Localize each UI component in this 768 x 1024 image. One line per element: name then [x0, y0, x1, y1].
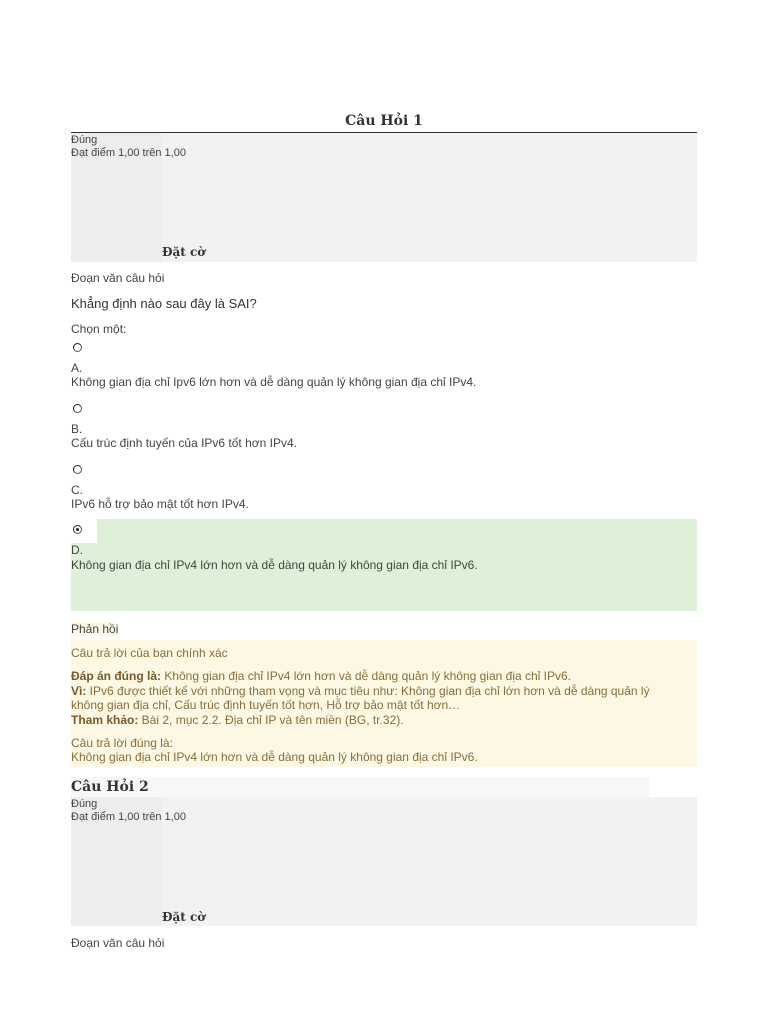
option-d-radio[interactable] — [73, 525, 82, 534]
question-2-info — [71, 797, 697, 926]
flag-question-link[interactable]: Đặt cờ — [162, 245, 206, 259]
question-grade: Đạt điểm 1,00 trên 1,00 — [71, 147, 186, 159]
question-text: Khẳng định nào sau đây là SAI? — [71, 296, 257, 311]
correct-answer-label: Câu trả lời đúng là: — [71, 736, 173, 750]
feedback-answer: Đáp án đúng là: Không gian địa chỉ IPv4 lớn hơn và dễ dàng quản lý không gian địa chỉ IPv6. — [71, 669, 572, 683]
feedback-heading: Phản hồi — [71, 622, 119, 636]
question-1-info — [71, 133, 697, 262]
option-a-radio[interactable] — [73, 343, 82, 352]
option-a-text[interactable]: Không gian địa chỉ Ipv6 lớn hơn và dễ dàng quản lý không gian địa chỉ IPv4. — [71, 375, 477, 389]
feedback-reason-cont: không gian địa chỉ, Cấu trúc định tuyến tốt hơn, Hỗ trợ bảo mật tốt hơn… — [71, 698, 461, 712]
question-grade: Đạt điểm 1,00 trên 1,00 — [71, 811, 186, 823]
choose-one-prompt: Chọn một: — [71, 322, 127, 336]
question-state: Đúng — [71, 134, 98, 146]
question-2-title: Câu Hỏi 2 — [71, 779, 149, 795]
question-state: Đúng — [71, 798, 98, 810]
option-a-letter: A. — [71, 361, 83, 375]
correct-answer-text: Không gian địa chỉ IPv4 lớn hơn và dễ dàng quản lý không gian địa chỉ IPv6. — [71, 750, 478, 764]
option-c-radio[interactable] — [73, 465, 82, 474]
feedback-reason: Vì: IPv6 được thiết kế với những tham vọng và mục tiêu như: Không gian địa chỉ lớn hơn và dễ dàng quản lý — [71, 684, 650, 698]
flag-question-link[interactable]: Đặt cờ — [162, 910, 206, 924]
question-text-label: Đoạn văn câu hỏi — [71, 936, 165, 950]
feedback-reference: Tham khảo: Bài 2, mục 2.2. Địa chỉ IP và tên miền (BG, tr.32). — [71, 713, 404, 727]
question-text-label: Đoạn văn câu hỏi — [71, 271, 165, 285]
question-2-header — [71, 777, 649, 797]
option-b-letter: B. — [71, 422, 83, 436]
option-b-text[interactable]: Cấu trúc định tuyến của IPv6 tốt hơn IPv4. — [71, 436, 297, 450]
question-1-title: Câu Hỏi 1 — [345, 113, 423, 129]
option-c-text[interactable]: IPv6 hỗ trợ bảo mật tốt hơn IPv4. — [71, 497, 249, 511]
option-c-letter: C. — [71, 483, 83, 497]
option-b-radio[interactable] — [73, 404, 82, 413]
option-d-text[interactable]: Không gian địa chỉ IPv4 lớn hơn và dễ dàng quản lý không gian địa chỉ IPv6. — [71, 558, 478, 572]
option-d-letter: D. — [71, 543, 83, 557]
feedback-result: Câu trả lời của bạn chính xác — [71, 646, 228, 660]
